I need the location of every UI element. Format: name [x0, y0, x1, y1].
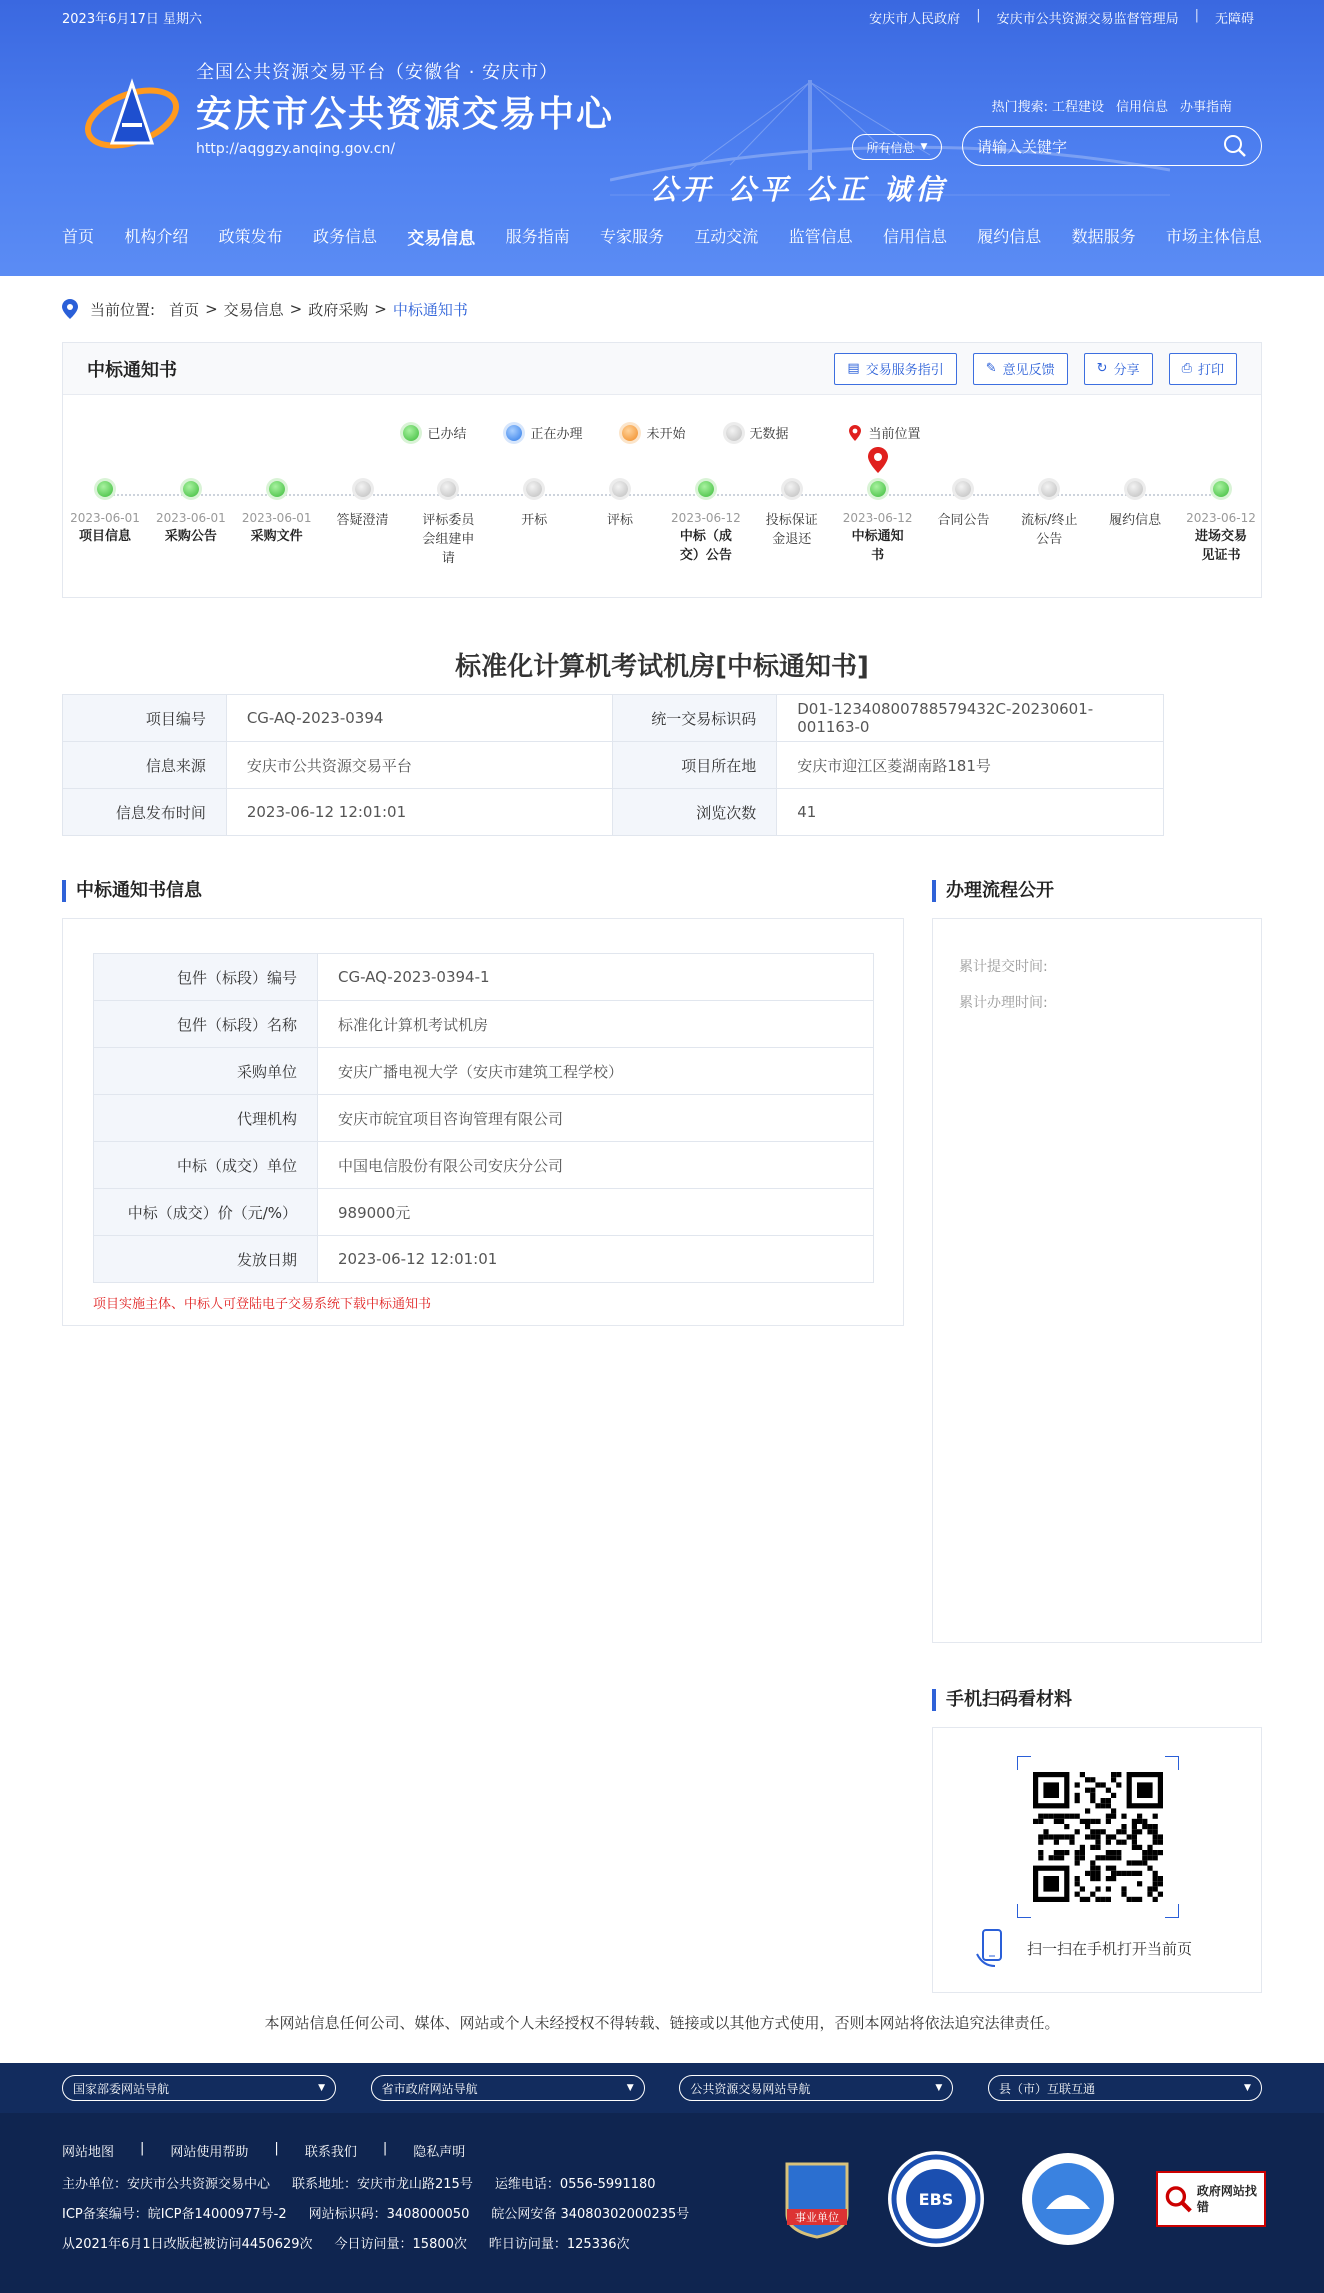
print-label: 打印: [1197, 363, 1224, 378]
divider: |: [976, 7, 981, 23]
total-visits: 从2021年6月1日改版起被访问4450629次: [62, 2237, 313, 2252]
info-value: CG-AQ-2023-0394: [226, 695, 613, 742]
qr-box: [932, 1727, 1262, 1993]
svg-text:事业单位: 事业单位: [795, 2211, 839, 2224]
detail-key: 包件（标段）编号: [94, 954, 318, 1001]
in-progress-dot-icon: [506, 425, 522, 441]
info-table: [62, 694, 1164, 836]
divider: |: [274, 2141, 279, 2156]
footer-link-contact[interactable]: 联系我们: [304, 2145, 357, 2160]
nav-item[interactable]: 数据服务: [1071, 227, 1136, 246]
caret-down-icon: ▼: [935, 2083, 943, 2093]
timeline-step[interactable]: [491, 481, 577, 530]
timeline-step[interactable]: [405, 481, 491, 568]
search-placeholder: 请输入关键字: [977, 137, 1068, 156]
ops-phone: 运维电话：0556-5991180: [494, 2177, 656, 2192]
search-icon[interactable]: [1223, 134, 1247, 158]
edit-icon: ✎: [985, 361, 997, 376]
divider: |: [382, 2141, 388, 2156]
detail-value: 安庆市皖宜项目咨询管理有限公司: [318, 1095, 874, 1142]
step-label: 采购公告: [164, 529, 217, 544]
nav-item[interactable]: 监管信息: [788, 227, 853, 246]
copyright-disclaimer: 本网站信息任何公司、媒体、网站或个人未经授权不得转载、链接或以其他方式使用，否则本网站将依法追究法律责任。: [264, 2014, 1060, 2032]
nav-item[interactable]: 机构介绍: [124, 227, 189, 246]
step-status-dot-icon: [784, 481, 800, 497]
breadcrumb: [62, 276, 1262, 342]
info-row: [63, 789, 1164, 836]
feedback-button[interactable]: [973, 353, 1068, 385]
detail-section-title: 中标通知书信息: [62, 880, 904, 902]
timeline-step[interactable]: [320, 481, 406, 530]
step-label: 进场交易见证书: [1194, 529, 1247, 563]
detail-value: 989000元: [318, 1189, 874, 1236]
step-status-dot-icon: [440, 481, 456, 497]
step-date: 2023-06-12: [1186, 511, 1256, 525]
detail-value: 安庆广播电视大学（安庆市建筑工程学校）: [318, 1048, 874, 1095]
timeline-step[interactable]: [1178, 481, 1264, 565]
footer-nav-select-label: 省市政府网站导航: [381, 2081, 478, 2096]
info-value: 41: [777, 789, 1164, 836]
phone-scan-icon: [973, 1928, 1009, 1968]
footer-nav-select[interactable]: [371, 2075, 645, 2101]
caret-down-icon: ▼: [318, 2083, 325, 2093]
timeline-step[interactable]: [663, 481, 749, 565]
icp-number[interactable]: ICP备案编号：皖ICP备14000977号-2: [62, 2207, 287, 2222]
breadcrumb-sep: >: [374, 300, 387, 318]
gov-site-error-label: 政府网站找错: [1196, 2184, 1257, 2214]
step-status-dot-icon: [1213, 481, 1229, 497]
info-value: 安庆市迎江区菱湖南路181号: [777, 742, 1164, 789]
info-row: [63, 695, 1164, 742]
nav-item[interactable]: 交易信息: [407, 229, 476, 249]
nav-item[interactable]: 政务信息: [312, 227, 377, 246]
site-header: [0, 0, 1324, 276]
today-visits: 今日访问量：15800次: [334, 2237, 467, 2252]
step-label: 中标（成交）公告: [679, 529, 732, 563]
step-label: 采购文件: [250, 529, 303, 544]
gov-security-badge-icon[interactable]: [1020, 2151, 1116, 2247]
yesterday-visits: 昨日访问量：125336次: [488, 2237, 630, 2252]
location-pin-icon: [62, 299, 78, 319]
hot-search: [992, 96, 1232, 115]
site-name: 安庆市公共资源交易中心: [196, 94, 615, 135]
detail-row: [94, 1048, 874, 1095]
step-label: 答疑澄清: [336, 513, 389, 528]
breadcrumb-sep: >: [205, 300, 218, 318]
caret-down-icon: ▼: [626, 2083, 634, 2093]
step-status-dot-icon: [1127, 481, 1143, 497]
nav-item[interactable]: 互动交流: [694, 227, 759, 246]
service-guide-button[interactable]: [834, 353, 956, 385]
legend-current: 当前位置: [849, 423, 921, 442]
step-status-dot-icon: [269, 481, 285, 497]
map-marker-icon: [849, 425, 861, 441]
legend-in-progress: 正在办理: [506, 423, 582, 442]
ebs-badge-icon[interactable]: [886, 2149, 986, 2249]
footer-line-icp: [62, 2203, 689, 2222]
footer-line-visits: [62, 2233, 630, 2252]
info-value: 安庆市公共资源交易平台: [226, 742, 613, 789]
step-date: 2023-06-01: [241, 511, 312, 525]
detail-row: [94, 1189, 874, 1236]
share-label: 分享: [1113, 363, 1140, 378]
nav-item[interactable]: 政策发布: [218, 227, 283, 246]
sponsor: 主办单位：安庆市公共资源交易中心: [62, 2177, 271, 2192]
detail-value: 中国电信股份有限公司安庆分公司: [318, 1142, 874, 1189]
detail-row: [94, 1236, 874, 1283]
caret-down-icon: ▼: [920, 142, 928, 152]
magnifier-icon: [1164, 2182, 1193, 2216]
flow-section-title: 办理流程公开: [932, 880, 1262, 902]
nav-item[interactable]: 履约信息: [977, 227, 1042, 246]
submit-time-label: 累计提交时间:: [959, 959, 1048, 975]
legend-no-data: 无数据: [726, 423, 789, 442]
current-date: 2023年6月17日 星期六: [62, 11, 203, 27]
share-icon: ↻: [1096, 361, 1108, 376]
info-value: D01-12340800788579432C-20230601-001163-0: [777, 695, 1164, 742]
hot-search-item[interactable]: 办事指南: [1179, 100, 1232, 115]
breadcrumb-label: 当前位置:: [90, 300, 156, 319]
step-label: 合同公告: [937, 513, 990, 528]
scan-text: 扫一扫在手机打开当前页: [1027, 1939, 1193, 1958]
timeline-step[interactable]: [577, 481, 663, 530]
divider: |: [1194, 7, 1199, 23]
detail-box: [62, 918, 904, 1326]
step-date: 2023-06-01: [70, 511, 140, 525]
breadcrumb-home[interactable]: 首页: [169, 300, 200, 319]
timeline-step[interactable]: [1092, 481, 1178, 530]
timeline-step[interactable]: [835, 481, 921, 565]
link-accessibility[interactable]: 无障碍: [1214, 11, 1254, 27]
detail-row: [94, 1142, 874, 1189]
info-key: 浏览次数: [613, 789, 777, 836]
detail-table: [93, 953, 874, 1283]
info-row: [63, 742, 1164, 789]
step-label: 流标/终止公告: [1021, 513, 1078, 547]
hot-search-item[interactable]: 信用信息: [1115, 100, 1168, 115]
footer-nav-select[interactable]: [988, 2075, 1262, 2101]
step-date: 2023-06-12: [671, 511, 741, 525]
detail-value: 标准化计算机考试机房: [318, 1001, 874, 1048]
detail-value: 2023-06-12 12:01:01: [318, 1236, 874, 1283]
breadcrumb-gov-procurement[interactable]: 政府采购: [308, 300, 369, 319]
gov-site-error-badge[interactable]: [1156, 2171, 1266, 2227]
site-footer: [0, 2063, 1324, 2293]
done-dot-icon: [403, 425, 419, 441]
breadcrumb-sep: >: [289, 300, 303, 318]
footer-link-help[interactable]: 网站使用帮助: [170, 2145, 249, 2160]
progress-card: [62, 342, 1262, 598]
detail-key: 代理机构: [94, 1095, 318, 1142]
timeline-step[interactable]: [234, 481, 320, 546]
breadcrumb-trading-info[interactable]: 交易信息: [223, 300, 284, 319]
timeline-step[interactable]: [148, 481, 234, 546]
platform-name: 全国公共资源交易平台（安徽省 · 安庆市）: [196, 62, 559, 83]
step-label: 中标通知书: [851, 529, 904, 563]
footer-link-sitemap[interactable]: 网站地图: [62, 2145, 115, 2160]
service-guide-label: 交易服务指引: [865, 363, 944, 378]
caret-down-icon: ▼: [1244, 2083, 1251, 2093]
progress-title: 中标通知书: [87, 359, 177, 381]
info-key: 统一交易标识码: [613, 695, 777, 742]
print-button[interactable]: [1169, 353, 1237, 385]
site-logo[interactable]: [82, 58, 614, 157]
step-status-dot-icon: [698, 481, 714, 497]
breadcrumb-current: 中标通知书: [392, 300, 468, 319]
feedback-label: 意见反馈: [1002, 363, 1055, 378]
search-scope-value: 所有信息: [866, 140, 915, 155]
step-label: 履约信息: [1109, 513, 1162, 528]
step-label: 开标: [521, 513, 548, 528]
step-status-dot-icon: [612, 481, 628, 497]
link-supervision-bureau[interactable]: 安庆市公共资源交易监督管理局: [996, 11, 1179, 27]
qr-code: [1033, 1772, 1163, 1902]
step-date: 2023-06-01: [155, 511, 226, 525]
slogan: 公开 公平 公正 诚信: [650, 173, 948, 206]
site-id: 网站标识码：3408000050: [308, 2207, 470, 2222]
info-key: 信息发布时间: [63, 789, 227, 836]
footer-nav-select-label: 县（市）互联互通: [998, 2081, 1095, 2096]
link-anqing-gov[interactable]: 安庆市人民政府: [869, 11, 961, 27]
step-label: 项目信息: [78, 529, 131, 544]
footer-line-sponsor: [62, 2173, 656, 2192]
qr-section-title: 手机扫码看材料: [932, 1689, 1262, 1711]
hot-search-label: 热门搜索:: [991, 100, 1048, 115]
footer-links: [62, 2141, 465, 2160]
police-record[interactable]: 皖公网安备 34080302000235号: [491, 2207, 690, 2222]
main-nav: [62, 224, 1262, 249]
download-note: 项目实施主体、中标人可登陆电子交易系统下载中标通知书: [93, 1297, 432, 1312]
footer-nav-select[interactable]: [62, 2075, 336, 2101]
timeline-step[interactable]: [920, 481, 1006, 530]
timeline-step[interactable]: [749, 481, 835, 549]
detail-value: CG-AQ-2023-0394-1: [318, 954, 874, 1001]
search-scope-select[interactable]: [852, 134, 942, 160]
public-institution-badge-icon[interactable]: [782, 2159, 852, 2239]
step-label: 评标委员会组建申请: [422, 513, 475, 566]
detail-key: 中标（成交）价（元/%）: [94, 1189, 318, 1236]
flow-box: [932, 918, 1262, 1643]
progress-timeline: [63, 481, 1261, 591]
footer-nav-select[interactable]: [679, 2075, 953, 2101]
logo-icon: [82, 63, 182, 153]
step-status-dot-icon: [97, 481, 113, 497]
detail-key: 包件（标段）名称: [94, 1001, 318, 1048]
legend-done: 已办结: [403, 423, 466, 442]
hot-search-item[interactable]: 工程建设: [1051, 100, 1104, 115]
printer-icon: ⎙: [1181, 361, 1192, 376]
search-input[interactable]: [962, 126, 1262, 166]
detail-key: 发放日期: [94, 1236, 318, 1283]
status-legend: [63, 423, 1261, 442]
divider: |: [140, 2141, 145, 2156]
handle-time-label: 累计办理时间:: [959, 995, 1048, 1011]
nav-item[interactable]: 首页: [62, 227, 95, 246]
info-key: 信息来源: [63, 742, 227, 789]
detail-row: [94, 1001, 874, 1048]
detail-row: [94, 954, 874, 1001]
info-key: 项目所在地: [613, 742, 777, 789]
step-status-dot-icon: [526, 481, 542, 497]
step-status-dot-icon: [870, 481, 886, 497]
address: 联系地址：安庆市龙山路215号: [292, 2177, 473, 2192]
step-status-dot-icon: [1041, 481, 1057, 497]
step-status-dot-icon: [183, 481, 199, 497]
step-label: 投标保证金退还: [765, 513, 818, 547]
document-icon: ▤: [847, 361, 860, 376]
step-label: 评标: [607, 513, 634, 528]
footer-link-privacy[interactable]: 隐私声明: [413, 2145, 466, 2160]
footer-nav-select-label: 国家部委网站导航: [73, 2081, 170, 2096]
step-status-dot-icon: [355, 481, 371, 497]
detail-row: [94, 1095, 874, 1142]
detail-key: 中标（成交）单位: [94, 1142, 318, 1189]
step-status-dot-icon: [955, 481, 971, 497]
not-started-dot-icon: [622, 425, 638, 441]
timeline-step[interactable]: [1006, 481, 1092, 549]
share-button[interactable]: [1084, 353, 1153, 385]
no-data-dot-icon: [726, 425, 742, 441]
info-value: 2023-06-12 12:01:01: [226, 789, 613, 836]
page-title: 标准化计算机考试机房[中标通知书]: [455, 652, 869, 682]
nav-item[interactable]: 专家服务: [599, 227, 664, 246]
nav-item[interactable]: 市场主体信息: [1165, 227, 1262, 246]
svg-text:EBS: EBS: [918, 2190, 954, 2209]
nav-item[interactable]: 服务指南: [505, 227, 570, 246]
timeline-step[interactable]: [62, 481, 148, 546]
info-key: 项目编号: [63, 695, 227, 742]
nav-item[interactable]: 信用信息: [882, 227, 947, 246]
site-url: http://aqggzy.anqing.gov.cn/: [196, 141, 396, 157]
step-date: 2023-06-12: [842, 511, 913, 525]
footer-nav-select-label: 公共资源交易网站导航: [690, 2081, 811, 2096]
legend-not-started: 未开始: [622, 423, 685, 442]
current-position-marker-icon: [868, 447, 888, 473]
detail-key: 采购单位: [94, 1048, 318, 1095]
